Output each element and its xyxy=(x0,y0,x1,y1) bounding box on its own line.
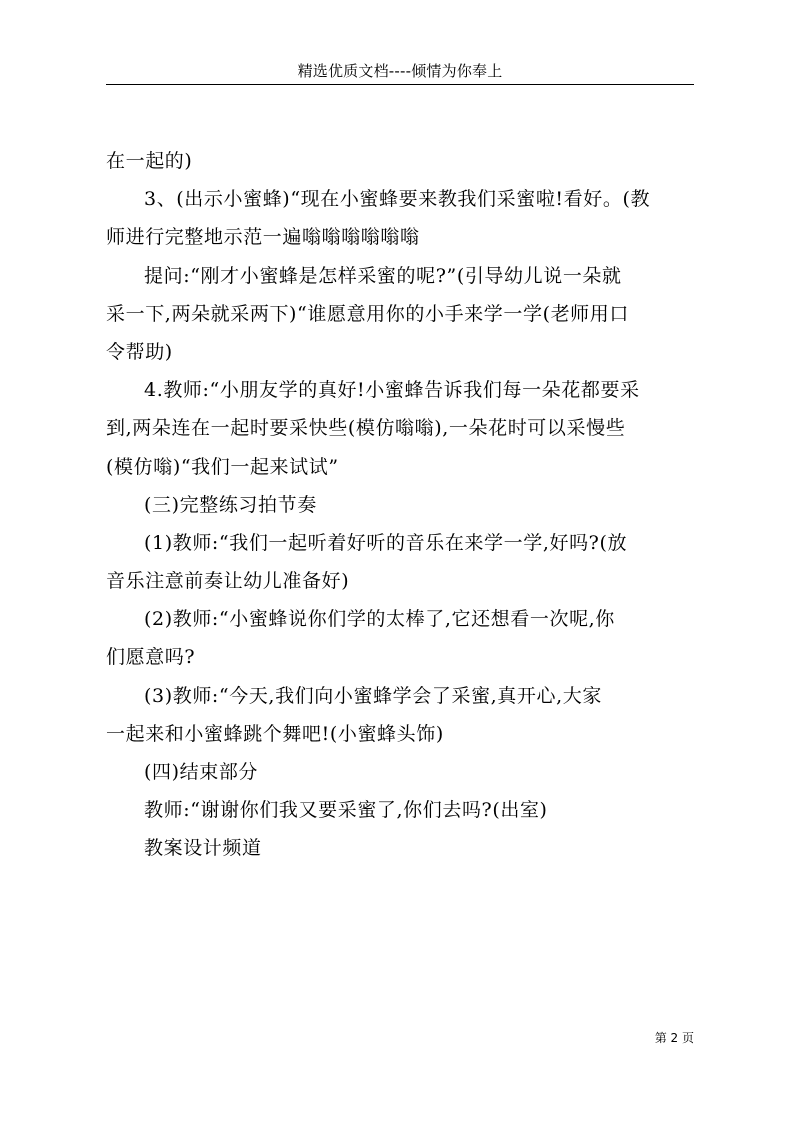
page-number: 第 2 页 xyxy=(654,1031,694,1045)
body-text: 提问:“刚才小蜜蜂是怎样采蜜的呢?”(引导幼儿说一朵就 xyxy=(144,264,622,287)
header-divider xyxy=(106,84,694,85)
body-text: 4.教师:“小朋友学的真好!小蜜蜂告诉我们每一朵花都要采 xyxy=(144,379,640,402)
body-text: 令帮助) xyxy=(106,340,173,363)
body-line-1 xyxy=(106,142,696,180)
body-line-16 xyxy=(106,715,696,753)
body-line-2 xyxy=(106,180,696,218)
section-heading: (四)结束部分 xyxy=(144,761,259,783)
body-line-8 xyxy=(106,409,696,447)
page-header: 精选优质文档----倾情为你奉上 xyxy=(297,62,503,80)
body-text: 采一下,两朵就采两下)“谁愿意用你的小手来学一学(老师用口 xyxy=(106,302,629,325)
body-text: 音乐注意前奏让幼儿准备好) xyxy=(106,570,350,593)
section-heading: (三)完整练习拍节奏 xyxy=(144,493,317,516)
body-line-15 xyxy=(106,677,696,715)
body-line-6 xyxy=(106,333,696,371)
body-text: 们愿意吗? xyxy=(106,646,196,669)
body-text: (2)教师:“小蜜蜂说你们学的太棒了,它还想看一次呢,你 xyxy=(144,608,615,631)
body-line-11 xyxy=(106,524,696,562)
body-line-5 xyxy=(106,295,696,333)
body-text: 在一起的) xyxy=(106,150,193,172)
document-body xyxy=(106,142,696,868)
body-line-17 xyxy=(106,753,696,791)
body-text: 教师:“谢谢你们我又要采蜜了,你们去吗?(出室) xyxy=(144,799,548,822)
body-text: (3)教师:“今天,我们向小蜜蜂学会了采蜜,真开心,大家 xyxy=(144,684,602,707)
body-text: 到,两朵连在一起时要采快些(模仿嗡嗡),一朵花时可以采慢些 xyxy=(106,417,626,440)
body-line-12 xyxy=(106,562,696,600)
body-line-18 xyxy=(106,791,696,829)
body-text: 师进行完整地示范一遍嗡嗡嗡嗡嗡嗡 xyxy=(106,226,420,249)
body-text: 教案设计频道 xyxy=(144,837,262,860)
body-text: (模仿嗡)“我们一起来试试” xyxy=(106,455,339,478)
body-line-10 xyxy=(106,486,696,524)
body-line-3 xyxy=(106,218,696,256)
body-text: 一起来和小蜜蜂跳个舞吧!(小蜜蜂头饰) xyxy=(106,722,444,745)
body-line-7 xyxy=(106,371,696,409)
body-line-19 xyxy=(106,829,696,867)
body-line-13 xyxy=(106,600,696,638)
body-text: 3、(出示小蜜蜂)“现在小蜜蜂要来教我们采蜜啦!看好。(教 xyxy=(144,188,651,211)
body-line-9 xyxy=(106,448,696,486)
body-text: (1)教师:“我们一起听着好听的音乐在来学一学,好吗?(放 xyxy=(144,531,628,554)
body-line-14 xyxy=(106,638,696,676)
body-line-4 xyxy=(106,257,696,295)
